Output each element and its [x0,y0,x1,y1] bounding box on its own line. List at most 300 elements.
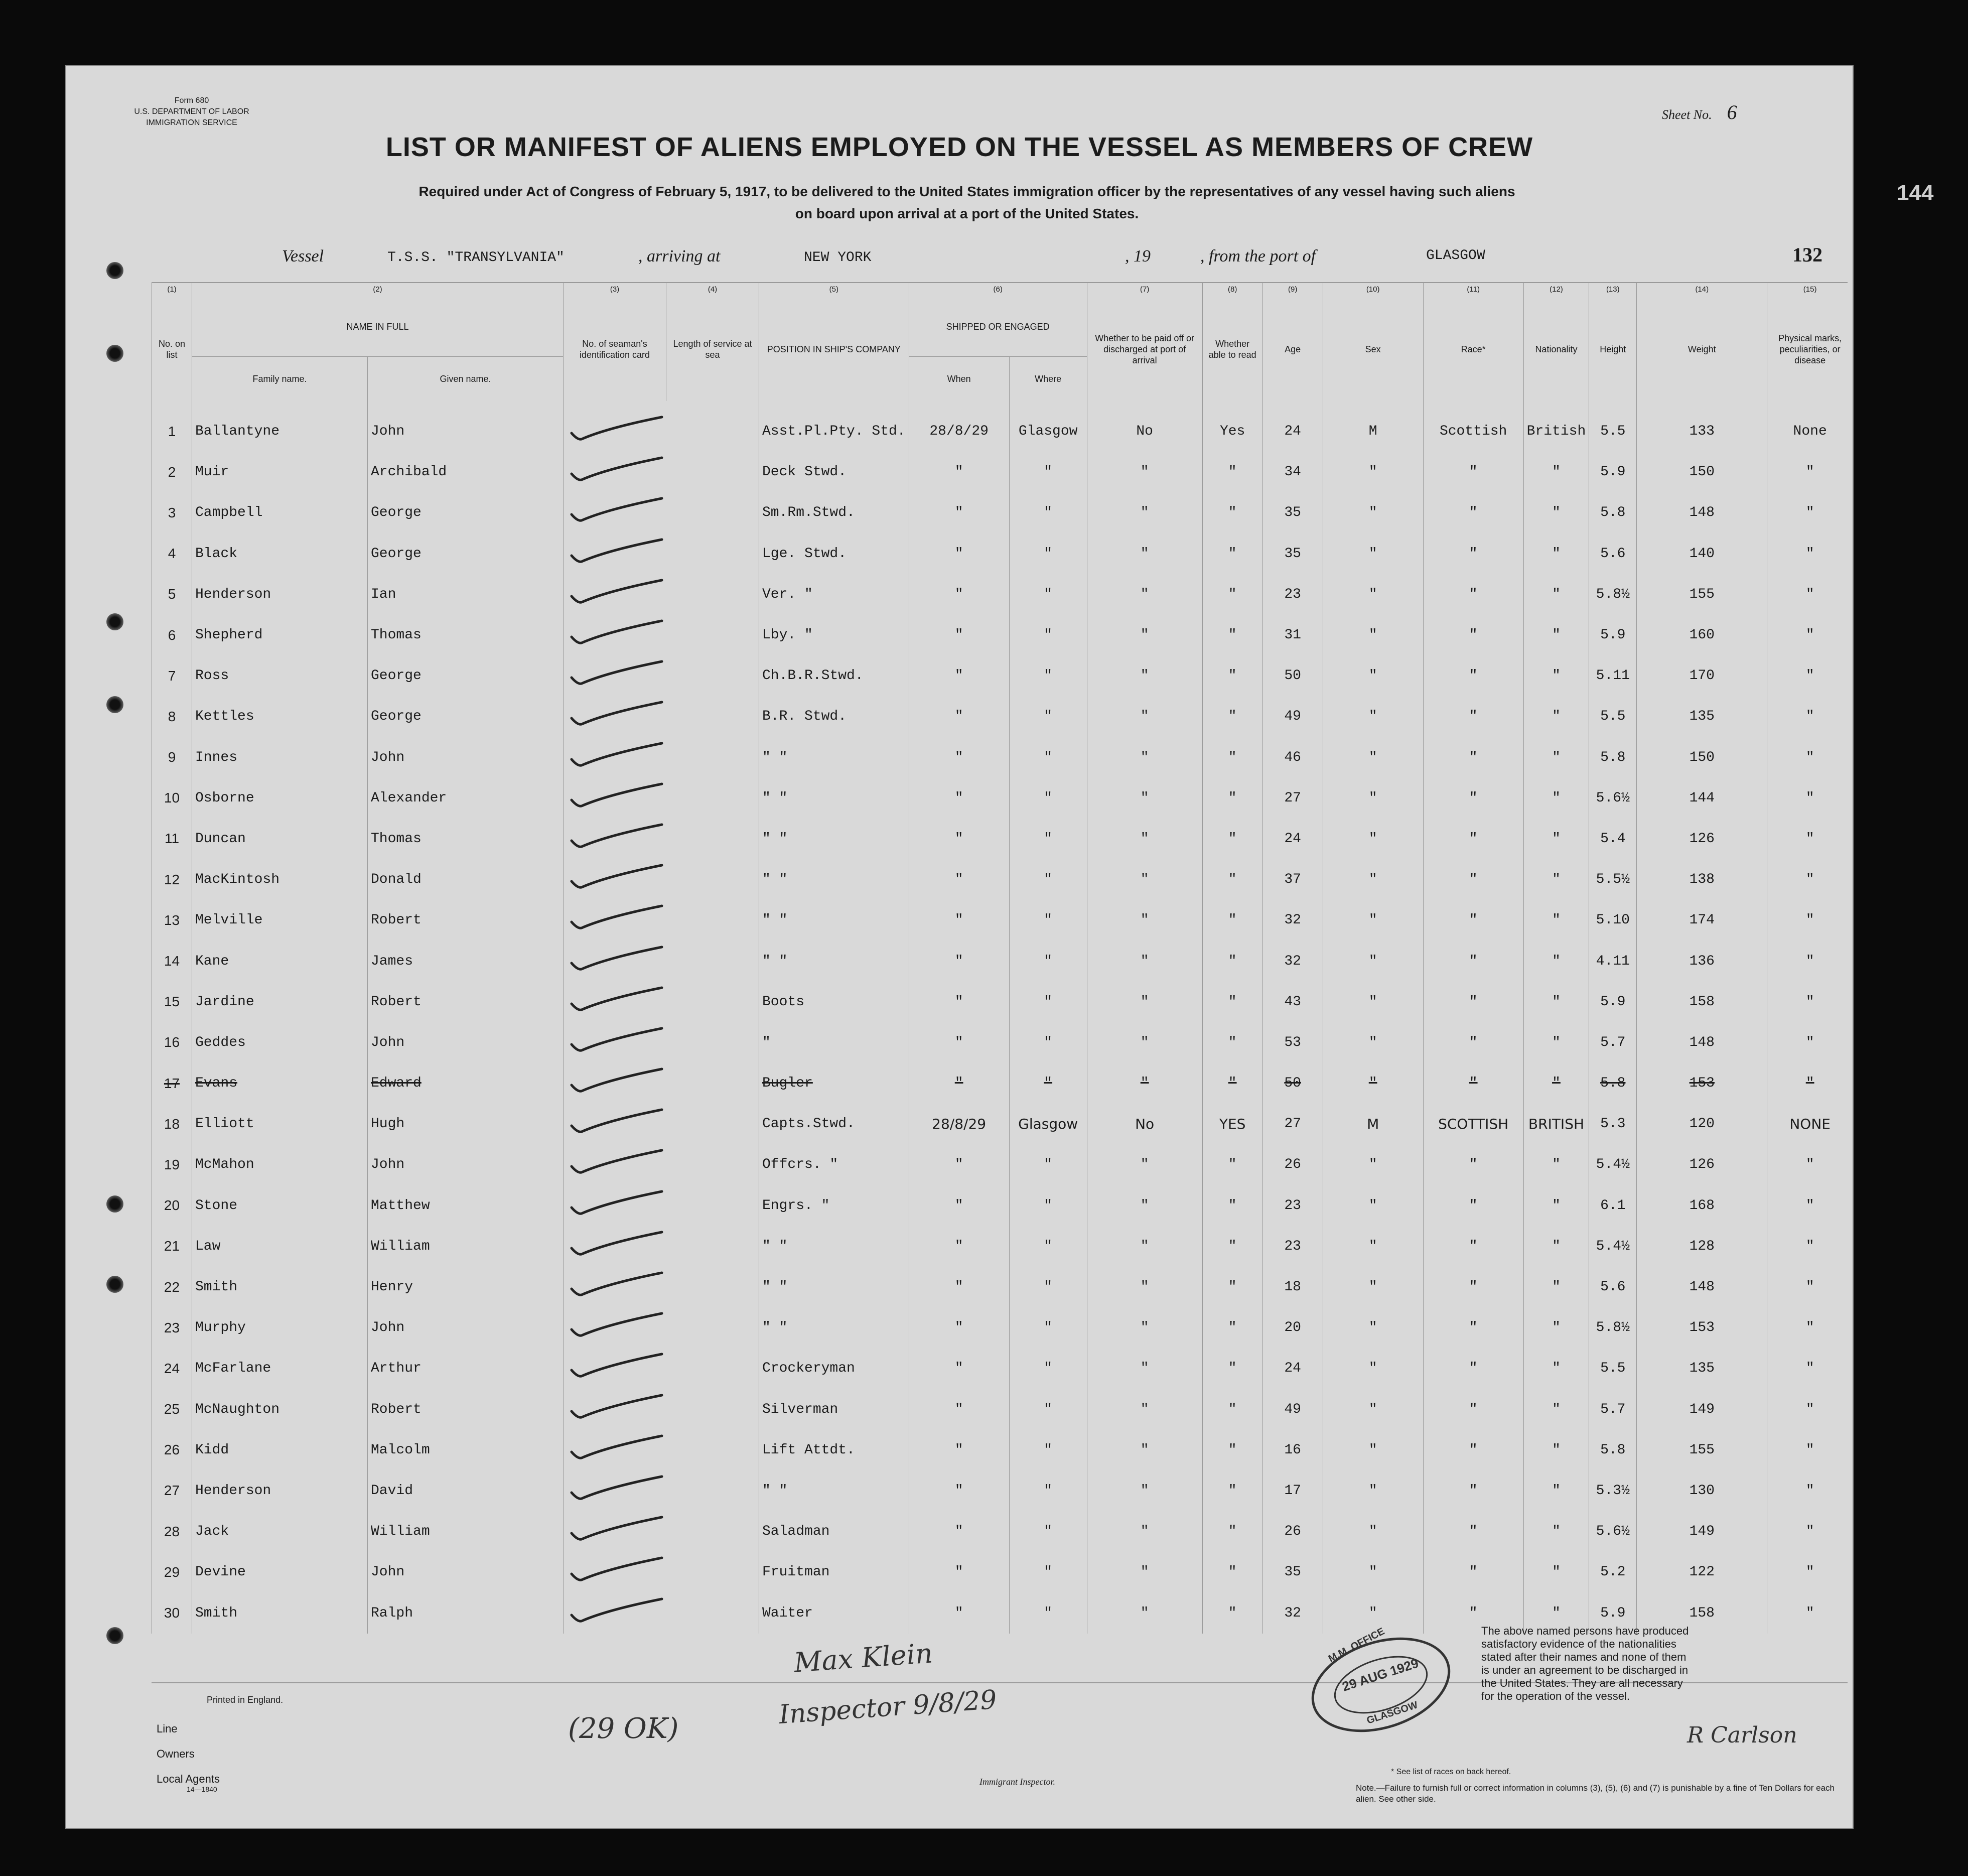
cell-where: " [1009,615,1087,655]
cell-height: 5.10 [1589,900,1637,941]
cell-family: Melville [192,900,368,941]
cell-given: George [368,492,564,533]
cell-no: 21 [152,1226,192,1267]
cell-height: 5.6½ [1589,1511,1637,1552]
seaman-card-check [564,1307,759,1348]
seaman-card-check [564,574,759,615]
cell-sex: " [1323,1185,1423,1226]
cell-nat: " [1523,1389,1589,1430]
punch-hole [106,1627,123,1644]
header-family-name: Family name. [192,357,368,401]
cell-when: " [909,1226,1009,1267]
cell-paid: " [1087,696,1202,737]
seaman-card-check [564,1185,759,1226]
cell-given: William [368,1511,564,1552]
seaman-card-check [564,1389,759,1430]
cell-height: 5.5 [1589,696,1637,737]
cell-marks: " [1767,696,1853,737]
cell-race: " [1423,1185,1523,1226]
cell-read: " [1202,900,1262,941]
seaman-card-check [564,982,759,1022]
checkmark-icon [567,1270,667,1300]
cell-sex: " [1323,1307,1423,1348]
cell-given: George [368,696,564,737]
cell-age: 23 [1262,574,1323,615]
seaman-card-check [564,1063,759,1104]
col-num-15: (15) [1767,282,1853,297]
cell-nat: " [1523,778,1589,819]
cell-paid: " [1087,655,1202,696]
seaman-card-check [564,655,759,696]
cell-paid: " [1087,982,1202,1022]
cell-marks: " [1767,1267,1853,1307]
cell-when: " [909,900,1009,941]
cell-family: Ross [192,655,368,696]
cell-family: Innes [192,737,368,778]
cell-age: 50 [1262,1063,1323,1104]
cell-read: " [1202,492,1262,533]
table-row [152,401,1853,452]
cell-weight: 138 [1637,859,1767,900]
cell-position: Boots [759,982,909,1022]
checkmark-icon [567,537,667,567]
cell-read: " [1202,574,1262,615]
cell-when: " [909,1552,1009,1592]
seaman-card-check [564,900,759,941]
cell-height: 5.7 [1589,1022,1637,1063]
cell-weight: 158 [1637,1592,1767,1633]
cell-nat: " [1523,859,1589,900]
table-row [152,941,1853,981]
header-given-name: Given name. [368,357,564,401]
cell-position: Sm.Rm.Stwd. [759,492,909,533]
cell-read: " [1202,1185,1262,1226]
cell-position: Ver. " [759,574,909,615]
header-when: When [909,357,1009,401]
cell-age: 27 [1262,1104,1323,1144]
col-num-11: (11) [1423,282,1523,297]
subtitle-line-1: Required under Act of Congress of February 5, 1917, to be delivered to the United States immigration officer by the representatives of any vessel having such aliens [418,184,1515,199]
punch-hole [106,613,123,630]
cell-sex: " [1323,1430,1423,1470]
header-seaman-card: No. of seaman's identification card [564,297,666,401]
cell-paid: " [1087,533,1202,574]
cell-when: " [909,452,1009,492]
cell-where: " [1009,1511,1087,1552]
cell-when: " [909,1430,1009,1470]
cell-marks: " [1767,1144,1853,1185]
cell-position: Waiter [759,1592,909,1633]
col-num-14: (14) [1637,282,1767,297]
cell-sex: " [1323,819,1423,859]
cell-paid: " [1087,900,1202,941]
form-header [116,95,267,128]
cell-sex: " [1323,696,1423,737]
checkmark-icon [567,1310,667,1341]
cell-family: Muir [192,452,368,492]
cell-height: 5.3 [1589,1104,1637,1144]
cell-race: " [1423,1430,1523,1470]
cell-given: Thomas [368,615,564,655]
cell-read: " [1202,1063,1262,1104]
cell-height: 5.4 [1589,819,1637,859]
cell-race: " [1423,1552,1523,1592]
cell-nat: " [1523,1185,1589,1226]
seaman-card-check [564,533,759,574]
inspector-label: Immigrant Inspector. [979,1777,1055,1787]
cell-where: " [1009,737,1087,778]
table-row [152,1470,1853,1511]
cell-given: Malcolm [368,1430,564,1470]
header-able-read: Whether able to read [1202,297,1262,401]
col-num-13: (13) [1589,282,1637,297]
checkmark-icon [567,1514,667,1544]
cell-race: " [1423,1592,1523,1633]
seaman-card-check [564,859,759,900]
col-num-9: (9) [1262,282,1323,297]
cell-no: 3 [152,492,192,533]
table-row [152,1389,1853,1430]
cell-family: Henderson [192,1470,368,1511]
table-row [152,1511,1853,1552]
cell-read: " [1202,1226,1262,1267]
cell-when: " [909,1511,1009,1552]
cell-nat: " [1523,1022,1589,1063]
checkmark-icon [567,455,667,485]
cell-family: Elliott [192,1104,368,1144]
cell-no: 8 [152,696,192,737]
cell-given: John [368,1144,564,1185]
cell-no: 2 [152,452,192,492]
seaman-card-check [564,401,759,452]
cell-position: Ch.B.R.Stwd. [759,655,909,696]
cell-position: Asst.Pl.Pty. Std. [759,401,909,452]
cell-race: " [1423,615,1523,655]
seaman-card-check [564,492,759,533]
cell-read: " [1202,1267,1262,1307]
cell-nat: " [1523,615,1589,655]
cell-sex: " [1323,900,1423,941]
cell-weight: 140 [1637,533,1767,574]
cell-when: " [909,982,1009,1022]
header-nationality: Nationality [1523,297,1589,401]
cell-given: Alexander [368,778,564,819]
form-service: IMMIGRATION SERVICE [146,118,237,127]
cell-age: 50 [1262,655,1323,696]
cell-marks: " [1767,1226,1853,1267]
cell-weight: 155 [1637,574,1767,615]
cell-family: McFarlane [192,1348,368,1389]
cell-marks: " [1767,941,1853,981]
header-sex: Sex [1323,297,1423,401]
cell-paid: " [1087,1144,1202,1185]
table-row [152,859,1853,900]
cell-position: " " [759,1267,909,1307]
cell-family: Kane [192,941,368,981]
col-num-4: (4) [666,282,759,297]
seaman-card-check [564,1511,759,1552]
cell-sex: " [1323,859,1423,900]
table-row [152,900,1853,941]
from-port: GLASGOW [1426,248,1485,263]
table-row [152,1063,1853,1104]
cell-read: " [1202,1022,1262,1063]
cell-marks: None [1767,401,1853,452]
cell-given: Donald [368,859,564,900]
header-where: Where [1009,357,1087,401]
cell-no: 10 [152,778,192,819]
cell-when: " [909,574,1009,615]
cell-paid: " [1087,778,1202,819]
cell-paid: " [1087,1307,1202,1348]
cell-age: 49 [1262,696,1323,737]
cell-where: " [1009,1144,1087,1185]
cell-no: 1 [152,401,192,452]
cell-paid: " [1087,1389,1202,1430]
checkmark-icon [567,1107,667,1137]
cell-paid: " [1087,452,1202,492]
cell-weight: 135 [1637,1348,1767,1389]
cell-sex: " [1323,452,1423,492]
seaman-card-check [564,1552,759,1592]
table-row [152,737,1853,778]
cell-race: " [1423,1267,1523,1307]
cell-race: Scottish [1423,401,1523,452]
cell-marks: " [1767,1430,1853,1470]
crew-table [152,282,1853,1634]
cell-no: 6 [152,615,192,655]
table-row [152,1022,1853,1063]
cell-weight: 120 [1637,1104,1767,1144]
cell-race: " [1423,1144,1523,1185]
checkmark-icon [567,414,667,444]
cell-height: 5.9 [1589,615,1637,655]
cell-sex: " [1323,615,1423,655]
cell-sex: " [1323,1226,1423,1267]
cell-no: 9 [152,737,192,778]
cell-height: 5.9 [1589,982,1637,1022]
cell-height: 5.6½ [1589,778,1637,819]
cell-family: Osborne [192,778,368,819]
cell-where: " [1009,1267,1087,1307]
cell-no: 23 [152,1307,192,1348]
cell-sex: " [1323,1470,1423,1511]
cell-nat: " [1523,1552,1589,1592]
checkmark-icon [567,1025,667,1055]
cell-no: 4 [152,533,192,574]
table-row [152,778,1853,819]
punch-hole [106,1195,123,1213]
cell-nat: " [1523,533,1589,574]
header-race: Race* [1423,297,1523,401]
cell-given: George [368,655,564,696]
page-number: 132 [1792,243,1822,266]
cell-family: Henderson [192,574,368,615]
cell-position: Lge. Stwd. [759,533,909,574]
cell-race: " [1423,778,1523,819]
cell-read: " [1202,615,1262,655]
seaman-card-check [564,696,759,737]
cell-family: Devine [192,1552,368,1592]
cell-sex: " [1323,1592,1423,1633]
seaman-card-check [564,1430,759,1470]
cell-when: " [909,1267,1009,1307]
table-row [152,615,1853,655]
cell-weight: 158 [1637,982,1767,1022]
header-physical: Physical marks, peculiarities, or disease [1767,297,1853,401]
cell-where: " [1009,533,1087,574]
checkmark-icon [567,1473,667,1504]
table-row [152,1104,1853,1144]
cell-where: " [1009,1226,1087,1267]
cell-nat: " [1523,1226,1589,1267]
cell-given: David [368,1470,564,1511]
cell-weight: 150 [1637,452,1767,492]
cell-family: Stone [192,1185,368,1226]
cell-sex: " [1323,1144,1423,1185]
cell-when: " [909,1389,1009,1430]
cell-weight: 170 [1637,655,1767,696]
cell-sex: " [1323,1063,1423,1104]
col-num-12: (12) [1523,282,1589,297]
cell-race: " [1423,696,1523,737]
vessel-name: T.S.S. "TRANSYLVANIA" [387,250,565,265]
cell-sex: " [1323,492,1423,533]
seaman-card-check [564,452,759,492]
cell-given: Arthur [368,1348,564,1389]
cell-age: 32 [1262,900,1323,941]
cell-paid: " [1087,941,1202,981]
subtitle [327,181,1607,225]
cell-sex: " [1323,941,1423,981]
inspector-signature: Max Klein [793,1637,934,1679]
cell-age: 37 [1262,859,1323,900]
checkmark-icon [567,1596,667,1626]
cell-no: 14 [152,941,192,981]
cell-read: " [1202,533,1262,574]
cell-age: 24 [1262,819,1323,859]
cell-nat: British [1523,401,1589,452]
cell-height: 5.5 [1589,1348,1637,1389]
seaman-card-check [564,1267,759,1307]
cell-age: 46 [1262,737,1323,778]
cell-no: 24 [152,1348,192,1389]
seaman-card-check [564,1592,759,1633]
seaman-card-check [564,1104,759,1144]
master-signature: R Carlson [1687,1722,1797,1748]
table-row [152,452,1853,492]
checkmark-icon [567,1433,667,1463]
cell-marks: " [1767,737,1853,778]
cell-when: " [909,1348,1009,1389]
cell-weight: 153 [1637,1063,1767,1104]
col-num-3: (3) [564,282,666,297]
checkmark-icon [567,862,667,892]
cell-marks: " [1767,778,1853,819]
table-row [152,1552,1853,1592]
cell-where: " [1009,1348,1087,1389]
checkmark-icon [567,1147,667,1177]
cell-race: " [1423,655,1523,696]
cell-family: Jack [192,1511,368,1552]
cell-given: Ralph [368,1592,564,1633]
cell-race: " [1423,1511,1523,1552]
checkmark-icon [567,903,667,933]
cell-where: Glasgow [1009,401,1087,452]
cell-age: 27 [1262,778,1323,819]
punch-hole [106,696,123,713]
cell-nat: " [1523,1063,1589,1104]
cell-weight: 130 [1637,1470,1767,1511]
cell-where: " [1009,778,1087,819]
cell-when: " [909,1185,1009,1226]
cell-position: Saladman [759,1511,909,1552]
cell-position: " " [759,1307,909,1348]
cell-sex: " [1323,1511,1423,1552]
stamp-city: GLASGOW [1365,1699,1420,1726]
cell-height: 5.5½ [1589,859,1637,900]
sheet-number-label: Sheet No. [1662,107,1712,122]
cell-when: " [909,941,1009,981]
stamp-date: 29 AUG 1929 [1340,1655,1421,1694]
cell-when: " [909,1307,1009,1348]
cell-age: 24 [1262,401,1323,452]
cell-height: 5.3½ [1589,1470,1637,1511]
line-label: Line [157,1722,178,1735]
cell-paid: " [1087,1185,1202,1226]
cell-paid: " [1087,615,1202,655]
cell-paid: " [1087,1348,1202,1389]
cell-sex: M [1323,401,1423,452]
vessel-label: Vessel [282,247,324,265]
cell-read: " [1202,1307,1262,1348]
cell-height: 5.8 [1589,1063,1637,1104]
cell-nat: " [1523,982,1589,1022]
punch-hole [106,1276,123,1293]
cell-given: Thomas [368,819,564,859]
cell-height: 5.4½ [1589,1226,1637,1267]
punch-hole [106,262,123,279]
header-shipped: SHIPPED OR ENGAGED [909,297,1087,357]
cell-given: Robert [368,1389,564,1430]
edge-page-number: 144 [1897,181,1934,205]
cell-where: " [1009,859,1087,900]
cell-sex: " [1323,1389,1423,1430]
cell-no: 11 [152,819,192,859]
header-length-service: Length of service at sea [666,297,759,401]
cell-age: 16 [1262,1430,1323,1470]
table-row [152,1267,1853,1307]
cell-marks: " [1767,1307,1853,1348]
checkmark-icon [567,699,667,729]
cell-given: Henry [368,1267,564,1307]
cell-position: " " [759,737,909,778]
arriving-port: NEW YORK [804,250,872,265]
cell-given: Hugh [368,1104,564,1144]
cell-nat: " [1523,1511,1589,1552]
cell-where: Glasgow [1009,1104,1087,1144]
cell-weight: 150 [1637,737,1767,778]
cell-position: Offcrs. " [759,1144,909,1185]
cell-age: 23 [1262,1226,1323,1267]
header-age: Age [1262,297,1323,401]
cell-weight: 148 [1637,492,1767,533]
cell-given: John [368,401,564,452]
cell-age: 32 [1262,941,1323,981]
cell-race: " [1423,492,1523,533]
cell-marks: " [1767,819,1853,859]
cell-height: 5.5 [1589,401,1637,452]
